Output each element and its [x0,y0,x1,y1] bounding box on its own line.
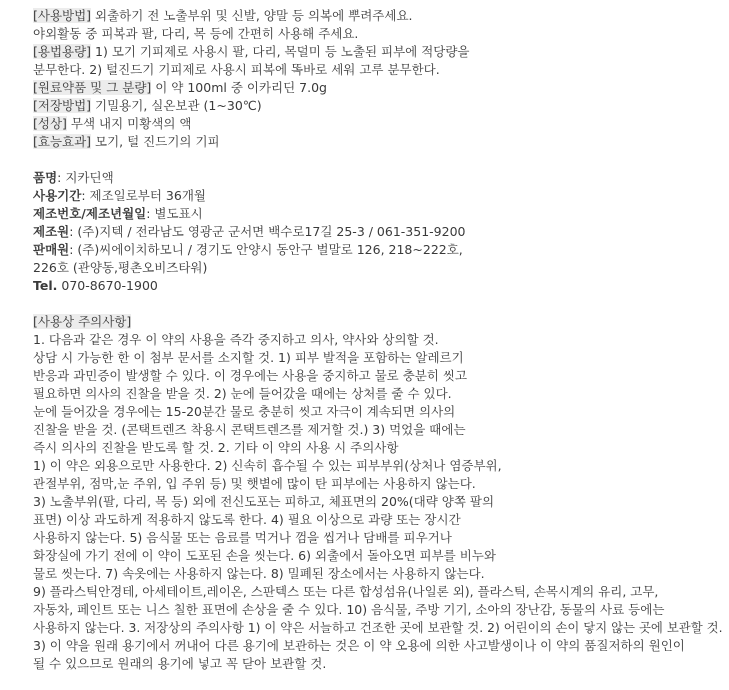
spacer [33,295,729,313]
caution-line: 즉시 의사의 진찰을 받도록 할 것. 2. 기타 이 약의 사용 시 주의사항 [33,440,399,455]
spacer [33,151,729,169]
period-value: : 제조일로부터 36개월 [81,188,206,203]
caution-line: 화장실에 가기 전에 이 약이 도포된 손을 씻는다. 6) 외출에서 돌아오면 피부를 비누와 [33,548,496,563]
tel-label: Tel. [33,278,58,293]
caution-line: 1. 다음과 같은 경우 이 약의 사용을 즉각 중지하고 의사, 약사와 상의할 것. [33,332,439,347]
storage-header: [저장방법] [33,98,92,113]
tel-value: 070-8670-1900 [57,278,158,293]
dosage-line-1 [33,43,729,61]
period-label: 사용기간 [33,188,82,203]
caution-line: 관절부위, 점막,눈 주위, 입 주위 등) 및 햇볕에 많이 탄 피부에는 사용하지 않는다. [33,476,476,491]
caution-line: 3) 노출부위(팔, 다리, 목 등) 외에 전신도포는 피하고, 체표면의 20%(대략 양쪽 팔의 [33,494,495,509]
ingredients-text: 이 약 100ml 중 이카리딘 7.0g [151,80,327,95]
mfg-value: : 별도표시 [146,206,203,221]
caution-line: 진찰을 받을 것. (콘택트렌즈 착용시 콘택트렌즈를 제거할 것.) 3) 먹었을 때에는 [33,422,466,437]
product-name-label: 품명 [33,170,58,185]
usage-header: [사용방법] [33,8,92,23]
tel-line [33,277,729,295]
maker-label: 제조원 [33,224,70,239]
appearance-line [33,115,729,133]
mfg-label: 제조번호/제조년월일 [33,206,147,221]
caution-line: 눈에 들어갔을 경우에는 15-20분간 물로 충분히 씻고 자극이 계속되면 의사의 [33,404,456,419]
seller-line-2: 226호 (관양동,평촌오비즈타워) [33,260,208,275]
maker-value: : (주)지텍 / 전라남도 영광군 군서면 백수로17길 25-3 / 061-351-9200 [69,224,466,239]
maker-line [33,223,729,241]
seller-label: 판매원 [33,242,70,257]
caution-line: 1) 이 약은 외용으로만 사용한다. 2) 신속히 흡수될 수 있는 피부부위(상처나 염증부위, [33,458,502,473]
caution-line: 필요하면 의사의 진찰을 받을 것. 2) 눈에 들어갔을 때에는 상처를 줄 수 있다. [33,386,452,401]
product-name-line [33,169,729,187]
efficacy-text: 모기, 털 진드기의 기피 [91,134,220,149]
dosage-text-1: 1) 모기 기피제로 사용시 팔, 다리, 목덜미 등 노출된 피부에 적당량을 [91,44,470,59]
usage-line-2: 야외활동 중 피복과 팔, 다리, 목 등에 간편히 사용해 주세요. [33,26,359,41]
dosage-line-2: 분무한다. 2) 털진드기 기피제로 사용시 피복에 똑바로 세워 고루 분무한다. [33,62,440,77]
storage-line [33,97,729,115]
caution-line: 될 수 있으므로 원래의 용기에 넣고 꼭 닫아 보관할 것. [33,656,327,671]
seller-value: : (주)씨에이치하모니 / 경기도 안양시 동안구 벌말로 126, 218~222호, [69,242,463,257]
caution-line: 자동차, 페인트 또는 니스 칠한 표면에 손상을 줄 수 있다. 10) 음식물, 주방 기기, 소아의 장난감, 동물의 사료 등에는 [33,602,665,617]
caution-line: 사용하지 않는다. 5) 음식물 또는 음료를 먹거나 껌을 씹거나 담배를 피우거나 [33,530,452,545]
ingredients-line [33,79,729,97]
seller-line [33,241,729,259]
caution-line: 상담 시 가능한 한 이 첨부 문서를 소지할 것. 1) 피부 발적을 포함하는 알레르기 [33,350,464,365]
caution-line: 사용하지 않는다. 3. 저장상의 주의사항 1) 이 약은 서늘하고 건조한 곳에 보관할 것. 2) 어린이의 손이 닿지 않는 곳에 보관할 것. [33,620,723,635]
storage-text: 기밀용기, 실온보관 (1~30℃) [91,98,262,113]
appearance-header: [성상] [33,116,67,131]
cautions-header-line [33,313,729,331]
caution-line: 9) 플라스틱안경테, 아세테이트,레이온, 스판텍스 또는 다른 합성섬유(나일론 외), 플라스틱, 손목시계의 유리, 고무, [33,584,659,599]
caution-line: 반응과 과민증이 발생할 수 있다. 이 경우에는 사용을 중지하고 물로 충분히 씻고 [33,368,468,383]
efficacy-line [33,133,729,151]
ingredients-header: [원료약품 및 그 분량] [33,80,152,95]
cautions-body [33,331,729,673]
caution-line: 3) 이 약을 원래 용기에서 꺼내어 다른 용기에 보관하는 것은 이 약 오용에 의한 사고발생이나 이 약의 품질저하의 원인이 [33,638,685,653]
usage-line-1 [33,7,729,25]
appearance-text: 무색 내지 미황색의 액 [66,116,192,131]
usage-text-1: 외출하기 전 노출부위 및 신발, 양말 등 의복에 뿌려주세요. [91,8,413,23]
efficacy-header: [효능효과] [33,134,92,149]
mfg-line [33,205,729,223]
caution-line: 표면) 이상 과도하게 적용하지 않도록 한다. 4) 필요 이상으로 과량 또는 장시간 [33,512,461,527]
dosage-header: [용법용량] [33,44,92,59]
caution-line: 물로 씻는다. 7) 속옷에는 사용하지 않는다. 8) 밀폐된 장소에서는 사용하지 않는다. [33,566,485,581]
period-line [33,187,729,205]
cautions-header: [사용상 주의사항] [33,314,132,329]
product-name-value: : 지카딘액 [57,170,114,185]
